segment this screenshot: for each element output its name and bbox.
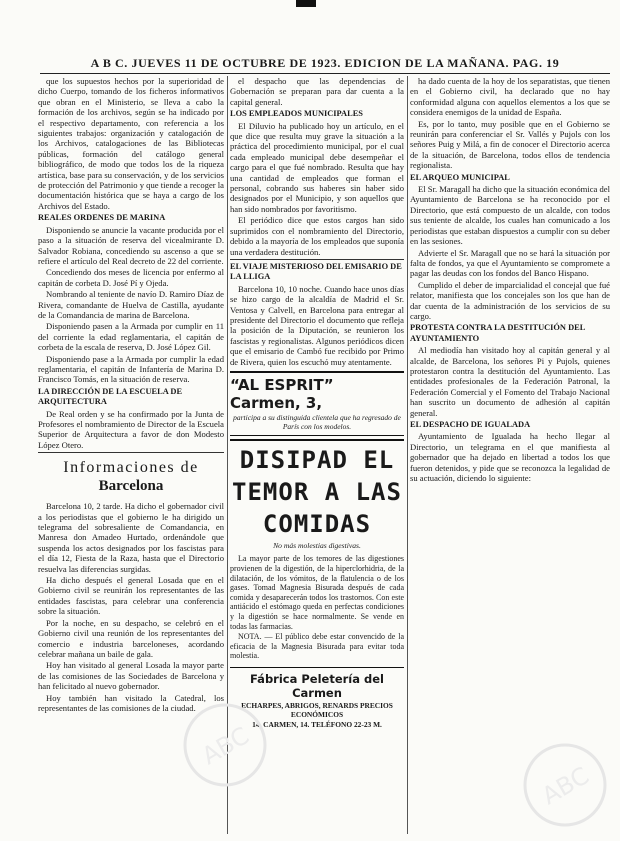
advertisement-peleteria — [230, 667, 404, 729]
advertisement-disipad — [230, 439, 404, 661]
advertisement-al-esprit — [230, 371, 404, 436]
paragraph: Es, por lo tanto, muy posible que en el Gobierno se reunirán para conferenciar el Sr. Vallés y Pujols con los señores Puig y Milá, a fin de conocer el Directorio acerca de la situación, de Barcelona, todos ellos de tendencia regionalista. — [410, 118, 610, 171]
ad-title: Fábrica Peletería del Carmen — [250, 671, 384, 700]
paragraph: Disponiendo pasen a la Armada por cumplir en 11 del corriente la edad reglamentaria, el capitán de corbeta de la escala de reserva, D. José López Gil. — [38, 321, 224, 353]
paragraph: Ayuntamiento de Igualada ha hecho llegar al Directorio, un telegrama en el que manifiesta al gobernador que ha dejado en libertad a todos los que fueron detenidos, y pide que se reconozca la legalidad de su actuación, diciendo lo siguiente: — [410, 431, 610, 484]
article-title-city: Barcelona — [98, 478, 164, 495]
ad-title: “AL ESPRIT” Carmen, 3, — [230, 375, 334, 412]
paragraph: Cumplido el deber de imparcialidad el concejal que fué relator, manifiesta que los concejales son los que han de dar cuenta de la administración de los servicios de su cargo. — [410, 279, 610, 321]
section-heading: LA DIRECCIÓN DE LA ESCUELA DE ARQUITECTURA — [38, 386, 183, 407]
paragraph: Barcelona 10, 2 tarde. Ha dicho el gobernador civil a los periodistas que el gobierno le ha dirigido un telegrama del sobresaliente de Comandancia, en Manresa don Amadeo Hurtado, ordenándole que suspenda los actos designados por los fascistas para el día 12, Fiesta de la Raza, hasta que el Directorio resuelva las diferencias surgidas. — [38, 501, 224, 574]
divider — [230, 259, 404, 260]
svg-text:ABC: ABC — [537, 761, 594, 811]
paragraph: Al mediodía han visitado hoy al capitán general y al alcalde, de Barcelona, los señores Pi y Pujols, quienes protestaron contra la destitución del Ayuntamiento. Las entidades profesionales de la Federación Patronal, la Federación Comercial y el Fomento del Trabajo Nacional han suscrito un documento de adhesión al capitán general. — [410, 345, 610, 418]
section-heading: LOS EMPLEADOS MUNICIPALES — [230, 109, 363, 119]
paragraph: El periódico dice que estos cargos han sido suprimidos con el nombramiento del Directorio, debido a la mayoría de los empleados que suponía una verdadera destitución. — [230, 215, 404, 257]
paragraph: Advierte el Sr. Maragall que no se hará la situación por falta de fondos, ya que el Ayuntamiento se compromete a pagar las deudas con los fondos del Banco Hispano. — [410, 247, 610, 279]
header-rule — [40, 73, 610, 74]
ad-body: La mayor parte de los temores de las digestiones provienen de la digestión, de la hiperclorhidria, de la dilatación, de los vómitos, de la flatulencia o de los gases. Tomad Magnesia Bisurada después de cada comida y desaparecerán todos los trastornos. Con este antiácido el estómago queda en perfectas condiciones y la digestión se hace normalmente. Se vende en todas las farmacias. — [230, 554, 404, 631]
section-heading: REALES ORDENES DE MARINA — [38, 213, 166, 223]
column-divider — [227, 76, 228, 834]
column-1 — [38, 76, 224, 836]
ad-address: 14, CARMEN, 14. TELÉFONO 22-23 M. — [252, 719, 382, 729]
paragraph: De Real orden y se ha confirmado por la Junta de Profesores el nombramiento de Director de la Escuela Superior de Arquitectura a favor de don Modesto López Otero. — [38, 408, 224, 450]
column-3 — [410, 76, 610, 836]
column-2 — [230, 76, 404, 836]
column-divider — [407, 76, 408, 834]
paragraph: que los supuestos hechos por la superioridad de dicho Cuerpo, tomando de los ficheros informativos que obran en el Ministerio, se lleva a cabo la formación de los archivos, según se ha indicado por el respectivo departamento, con referencia a los siguientes trabajos: organización y catalogación de los Archivos, catalogaciones de las Bibliotecas públicas, formación del catálogo general bibliográfico, de modo que todos los de la riqueza artística, base para su conservación, y de los servicios de protección del Patrimonio y que tiende a recoger la documentación histórica que se haya a cargo de los Archivos del Estado. — [38, 76, 224, 211]
paragraph: ha dado cuenta de la hoy de los separatistas, que tienen en el Gobierno civil, ha declarado que no hay conformidad alguna con aquellos elementos a los que se considera enemigos de la unidad de España. — [410, 76, 610, 118]
paragraph: Nombrando al teniente de navío D. Ramiro Díaz de Rivera, comandante de Huelva de Castilla, ayudante de la Comandancia de marina de Barcelona. — [38, 289, 224, 320]
paragraph: Hoy han visitado al general Losada la mayor parte de las comisiones de las Sociedades de Barcelona y han felicitado al nuevo gobernador. — [38, 660, 224, 692]
paragraph: Barcelona 10, 10 noche. Cuando hace unos días se hizo cargo de la alcaldía de Madrid el Sr. Ventosa y Calvell, en Barcelona para entregar al presidente del Directorio el documento que refleja la posición de la Diputación, se reunieron los fascistas y regionalistas. Algunos periódicos dicen que el emisario de Cambó fue recibido por Primo de Rivera, quien los escuchó muy atentamente. — [230, 283, 404, 367]
ad-text: ECHARPES, ABRIGOS, RENARDS PRECIOS ECONÓMICOS — [241, 700, 393, 719]
paragraph: Disponiendo se anuncie la vacante producida por el paso a la situación de reserva del vicealmirante D. Salvador Robiana, concediendo su ascenso a que se refiere el artículo del Real decreto de 22 del corriente. — [38, 224, 224, 266]
ad-note: NOTA. — El público debe estar convencido de la eficacia de la Magnesia Bisurada para evitar toda molestia. — [230, 632, 404, 661]
ad-text: participa a su distinguida clientela que ha regresado de París con los modelos. — [233, 412, 401, 431]
paragraph: El Diluvio ha publicado hoy un artículo, en el que dice que resulta muy grave la situación a la práctica del procedimiento municipal, por el cual cada empleado municipal debe desempeñar el cargo para el que fué nombrado. Resulta que hay una cantidad de empleados que forman el personal, cobrando sus haberes sin haber sido designados por el Municipio, y son aquellos que han sido nombrados por favoritismo. — [230, 120, 404, 214]
section-heading: PROTESTA CONTRA LA DESTITUCIÓN DEL AYUNTAMIENTO — [410, 323, 585, 343]
article-title: Informaciones de — [63, 459, 199, 477]
paragraph: el despacho que las dependencias de Gobernación se preparan para dar cuenta a la capital general. — [230, 76, 404, 107]
paragraph: Hoy también han visitado la Catedral, los representantes de las comisiones de la ciudad. — [38, 692, 224, 713]
section-heading: EL VIAJE MISTERIOSO DEL EMISARIO DE LA LLIGA — [230, 261, 402, 282]
ad-subtitle: No más molestias digestivas. — [273, 540, 361, 550]
top-crop-mark — [296, 0, 316, 7]
paragraph: Concediendo dos meses de licencia por enfermo al capitán de corbeta D. José Pí y Ojeda. — [38, 267, 224, 288]
page-header: A B C. JUEVES 11 DE OCTUBRE DE 1923. EDICION DE LA MAÑANA. PAG. 19 — [90, 56, 560, 70]
paragraph: El Sr. Maragall ha dicho que la situación económica del Ayuntamiento de Barcelona se ha reconocido por el Directorio, que está compuesto de un alcalde, con todos sus teniente de alcalde, los cuales han comunicado a los periodistas que estaban dispuestos a cumplir con su deber en las sesiones. — [410, 184, 610, 247]
ad-title: DISIPAD EL TEMOR A LAS COMIDAS — [232, 445, 402, 538]
section-heading: EL ARQUEO MUNICIPAL — [410, 172, 510, 182]
paragraph: Disponiendo pase a la Armada por cumplir la edad reglamentaria, el capitán de Infantería de Marina D. Francisco Tomás, en la situación de reserva. — [38, 353, 224, 385]
paragraph: Por la noche, en su despacho, se celebró en el Gobierno civil una reunión de los representantes del comercio e industria barceloneses, acordando celebrar mañana un baile de gala. — [38, 617, 224, 659]
svg-text:ABC: ABC — [197, 721, 254, 771]
section-heading: EL DESPACHO DE IGUALADA — [410, 420, 531, 429]
divider — [38, 452, 224, 453]
paragraph: Ha dicho después el general Losada que en el Gobierno civil se reunirán los representantes de las entidades fascistas, para celebrar una conferencia sobre la situación. — [38, 575, 224, 617]
